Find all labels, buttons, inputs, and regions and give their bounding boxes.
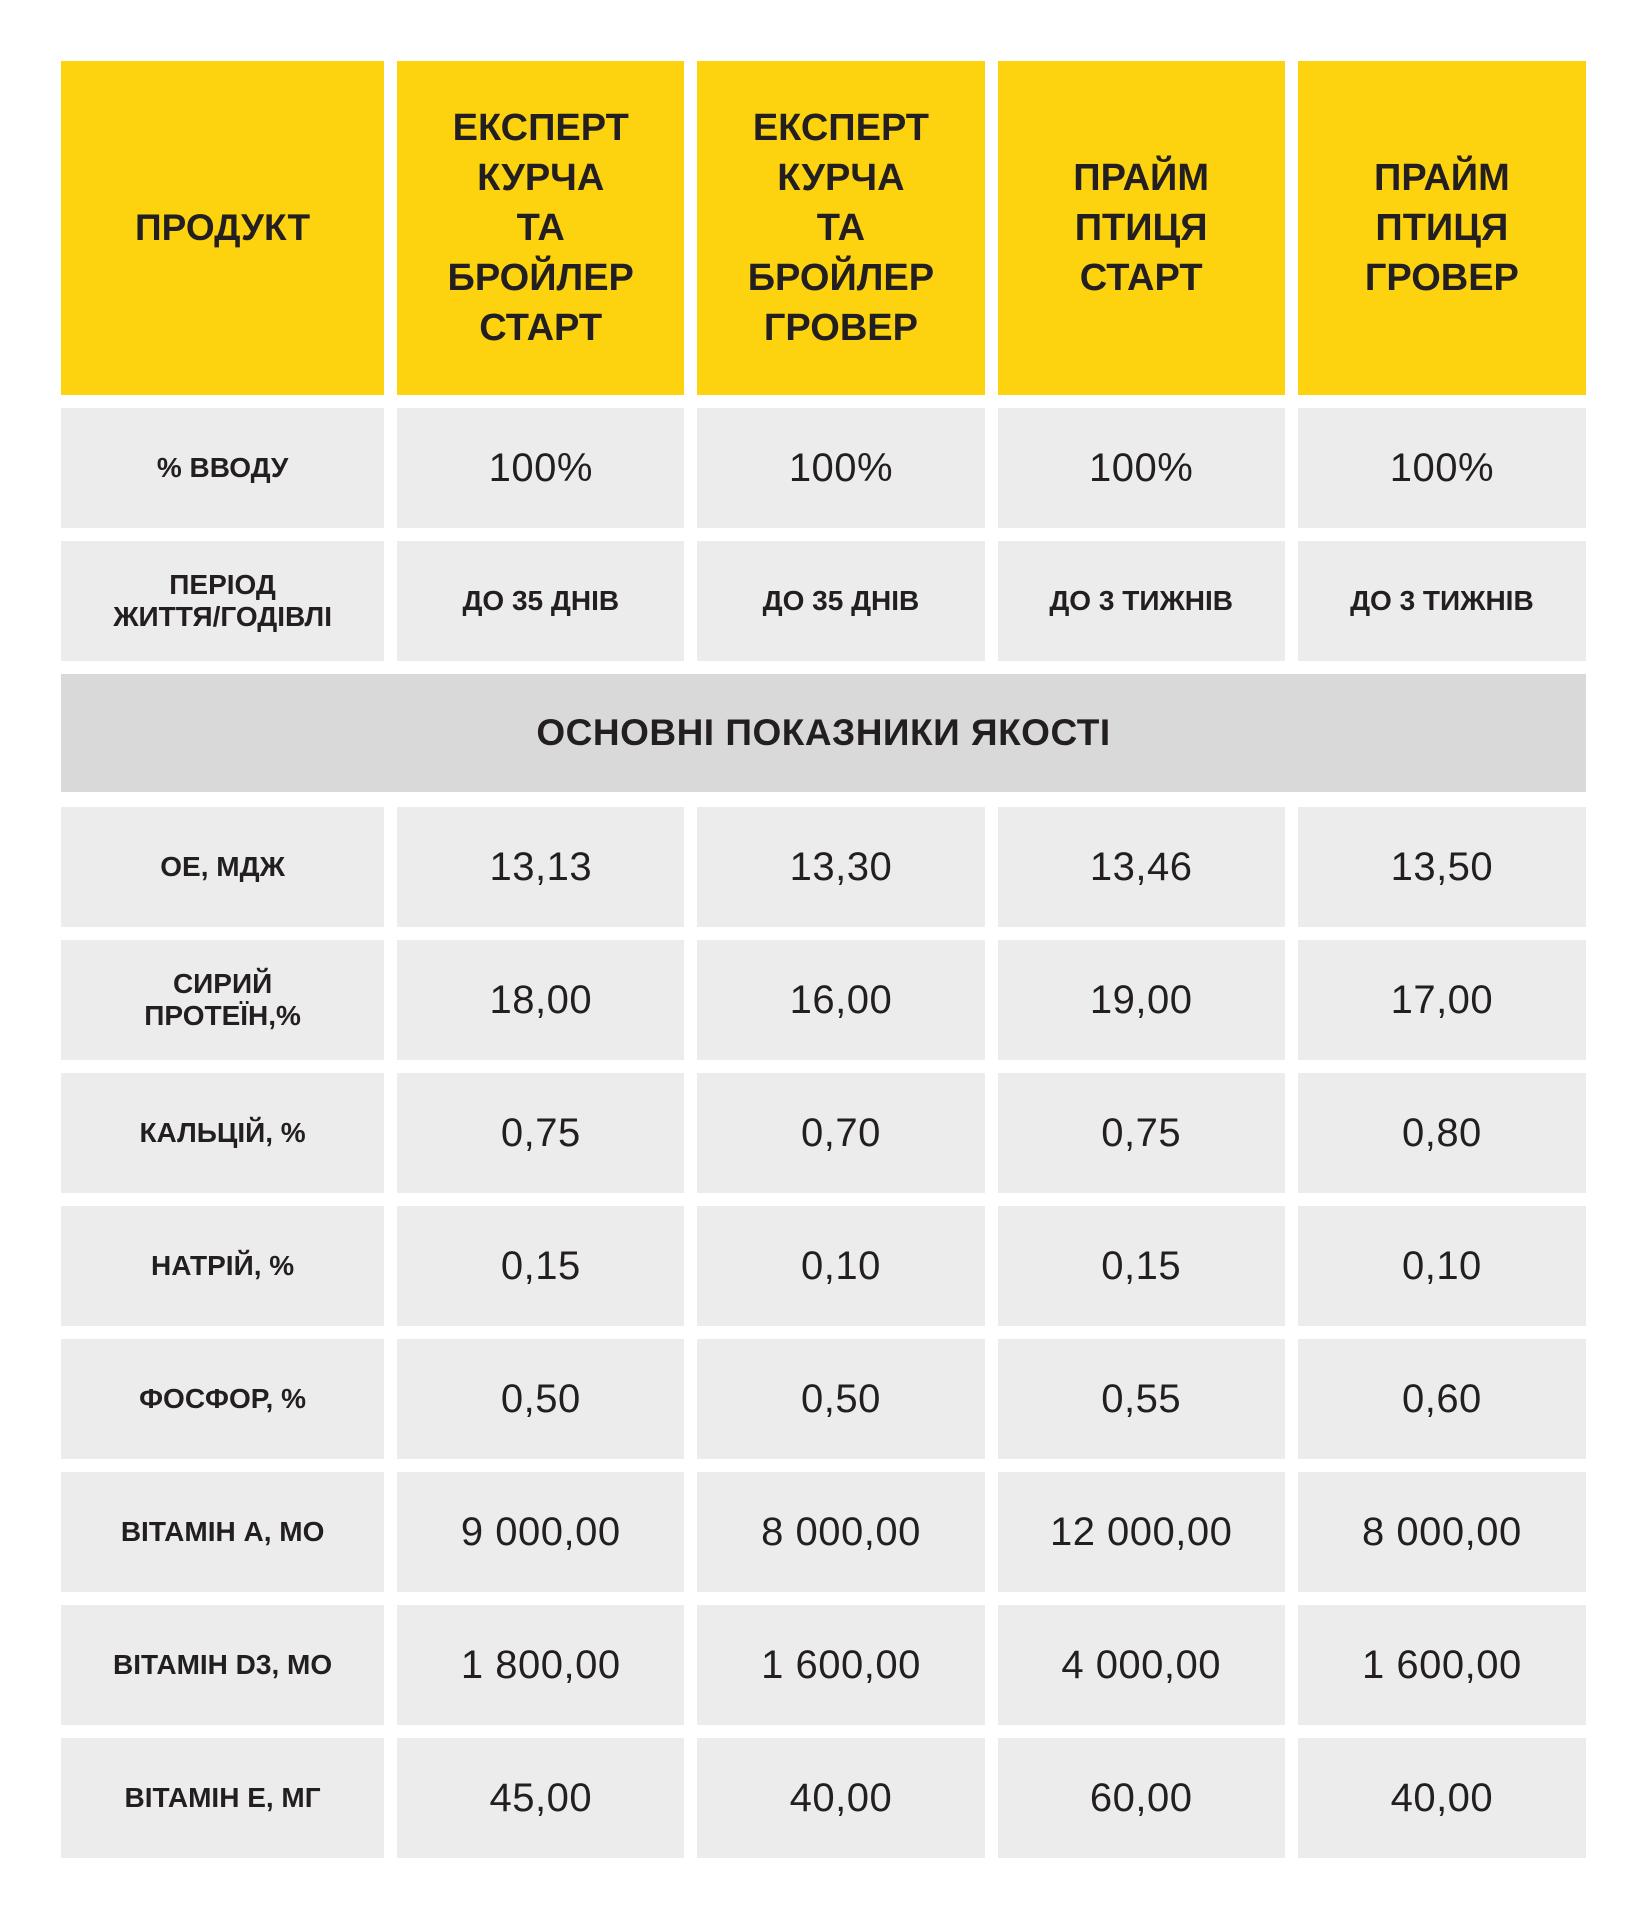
header-product-2: ЕКСПЕРТ КУРЧА ТА БРОЙЛЕР ГРОВЕР — [697, 61, 984, 395]
row-value: 0,15 — [397, 1206, 684, 1326]
row-value: ДО 3 ТИЖНІВ — [1298, 541, 1586, 661]
row-value: 40,00 — [1298, 1738, 1586, 1858]
row-label: ВІТАМІН D3, МО — [61, 1605, 384, 1725]
row-value: 100% — [697, 408, 984, 528]
table-row — [61, 1206, 1586, 1326]
row-value: 19,00 — [998, 940, 1285, 1060]
row-label: ВІТАМІН Е, МГ — [61, 1738, 384, 1858]
row-value: 0,50 — [397, 1339, 684, 1459]
table-row-input-percent — [61, 408, 1586, 528]
row-value: 1 600,00 — [697, 1605, 984, 1725]
table-row — [61, 1605, 1586, 1725]
row-value: 1 800,00 — [397, 1605, 684, 1725]
row-value: 0,10 — [697, 1206, 984, 1326]
row-value: 0,10 — [1298, 1206, 1586, 1326]
header-product-1: ЕКСПЕРТ КУРЧА ТА БРОЙЛЕР СТАРТ — [397, 61, 684, 395]
row-label: ОЕ, МДЖ — [61, 807, 384, 927]
row-value: 0,70 — [697, 1073, 984, 1193]
table-row — [61, 1472, 1586, 1592]
row-label: ПЕРІОД ЖИТТЯ/ГОДІВЛІ — [61, 541, 384, 661]
row-value: 13,13 — [397, 807, 684, 927]
row-value: 12 000,00 — [998, 1472, 1285, 1592]
table-row — [61, 1073, 1586, 1193]
row-value: 0,60 — [1298, 1339, 1586, 1459]
table-row — [61, 1339, 1586, 1459]
row-value: 8 000,00 — [697, 1472, 984, 1592]
row-value: 16,00 — [697, 940, 984, 1060]
row-label: СИРИЙ ПРОТЕЇН,% — [61, 940, 384, 1060]
row-value: 9 000,00 — [397, 1472, 684, 1592]
row-value: 8 000,00 — [1298, 1472, 1586, 1592]
row-value: 0,75 — [397, 1073, 684, 1193]
table-row — [61, 807, 1586, 927]
header-product-4: ПРАЙМ ПТИЦЯ ГРОВЕР — [1298, 61, 1586, 395]
header-row — [61, 61, 1586, 395]
row-label: НАТРІЙ, % — [61, 1206, 384, 1326]
row-value: 100% — [1298, 408, 1586, 528]
row-label: КАЛЬЦІЙ, % — [61, 1073, 384, 1193]
row-value: ДО 35 ДНІВ — [397, 541, 684, 661]
row-value: 0,55 — [998, 1339, 1285, 1459]
table-row-feeding-period — [61, 541, 1586, 661]
row-value: 100% — [998, 408, 1285, 528]
row-value: 4 000,00 — [998, 1605, 1285, 1725]
row-value: 0,50 — [697, 1339, 984, 1459]
row-value: 60,00 — [998, 1738, 1285, 1858]
table-row — [61, 1738, 1586, 1858]
row-value: 13,30 — [697, 807, 984, 927]
header-product-3: ПРАЙМ ПТИЦЯ СТАРТ — [998, 61, 1285, 395]
feed-spec-table — [61, 61, 1586, 1871]
row-value: ДО 35 ДНІВ — [697, 541, 984, 661]
row-value: 13,50 — [1298, 807, 1586, 927]
table-row — [61, 940, 1586, 1060]
row-label: ФОСФОР, % — [61, 1339, 384, 1459]
row-value: 13,46 — [998, 807, 1285, 927]
section-title: ОСНОВНІ ПОКАЗНИКИ ЯКОСТІ — [61, 674, 1586, 792]
row-label: % ВВОДУ — [61, 408, 384, 528]
row-value: 1 600,00 — [1298, 1605, 1586, 1725]
row-value: 18,00 — [397, 940, 684, 1060]
row-value: 17,00 — [1298, 940, 1586, 1060]
row-value: 100% — [397, 408, 684, 528]
row-value: 0,75 — [998, 1073, 1285, 1193]
row-label: ВІТАМІН А, МО — [61, 1472, 384, 1592]
row-value: 40,00 — [697, 1738, 984, 1858]
row-value: 0,80 — [1298, 1073, 1586, 1193]
row-value: 0,15 — [998, 1206, 1285, 1326]
row-value: ДО 3 ТИЖНІВ — [998, 541, 1285, 661]
header-product-label: ПРОДУКТ — [61, 61, 384, 395]
row-value: 45,00 — [397, 1738, 684, 1858]
